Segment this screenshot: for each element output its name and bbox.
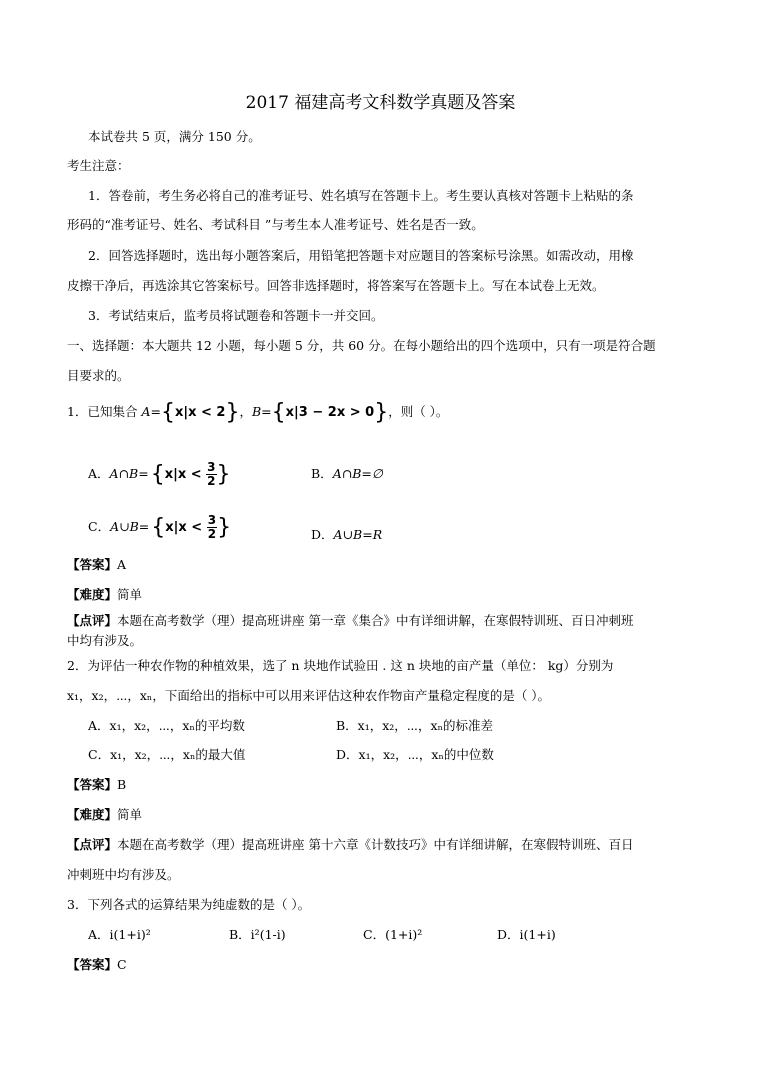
q2-comment-line-1: 【点评】本题在高考数学（理）提高班讲座 第十六章《计数技巧》中有详细讲解，在寒假特训班、百日 bbox=[67, 837, 634, 852]
q2-answer: 【答案】B bbox=[67, 777, 127, 792]
q2-option-a: A．x₁，x₂，⋯，xₙ的平均数 bbox=[88, 718, 245, 733]
page-title: 2017 福建高考文科数学真题及答案 bbox=[245, 93, 516, 113]
intro-text: 本试卷共 5 页，满分 150 分。 bbox=[88, 129, 261, 144]
q2-option-b: B．x₁，x₂，⋯，xₙ的标准差 bbox=[336, 718, 494, 733]
q2-difficulty: 【难度】简单 bbox=[67, 807, 143, 822]
q3-stem: 3．下列各式的运算结果为纯虚数的是（ ）。 bbox=[67, 897, 311, 912]
section-1-heading-line-1: 一、选择题：本大题共 12 小题，每小题 5 分，共 60 分。在每小题给出的四个选项中，只有一项是符合题 bbox=[67, 338, 656, 353]
notice-2-line-1: 2．回答选择题时，选出每小题答案后，用铅笔把答题卡对应题目的答案标号涂黑。如需改动，用橡 bbox=[88, 248, 634, 263]
q1-comment-line-1: 【点评】本题在高考数学（理）提高班讲座 第一章《集合》中有详细讲解，在寒假特训班、百日冲刺班 bbox=[67, 613, 634, 628]
notice-2-line-2: 皮擦干净后，再选涂其它答案标号。回答非选择题时，将答案写在答题卡上。写在本试卷上无效。 bbox=[67, 278, 605, 293]
notice-heading: 考生注意： bbox=[67, 158, 130, 173]
q1-eq: = bbox=[150, 404, 161, 419]
q1-option-a-fraction: $\frac{3}{2}$ bbox=[207, 460, 216, 488]
notice-1-line-1: 1．答卷前，考生务必将自己的准考证号、姓名填写在答题卡上。考生要认真核对答题卡上粘贴的条 bbox=[88, 188, 634, 203]
section-1-heading-line-2: 目要求的。 bbox=[67, 368, 130, 383]
q1-stem: 1．已知集合 A={x|x < 2}，B={x|3 − 2x > 0}，则（ ）。 bbox=[67, 400, 449, 425]
notice-3: 3．考试结束后，监考员将试题卷和答题卡一并交回。 bbox=[88, 308, 384, 323]
q3-option-d: D．i(1+i) bbox=[497, 927, 556, 942]
q1-option-d: D．A∪B=R bbox=[311, 527, 383, 542]
q1-comment-line-2: 中均有涉及。 bbox=[67, 633, 143, 648]
q3-answer: 【答案】C bbox=[67, 957, 127, 972]
q1-set-b-name: B bbox=[251, 404, 262, 419]
q2-option-d: D．x₁，x₂，⋯，xₙ的中位数 bbox=[336, 747, 494, 762]
q1-suffix: ，则（ ）。 bbox=[388, 404, 449, 419]
q1-set-a-name: A bbox=[141, 404, 151, 419]
q1-answer: 【答案】A bbox=[67, 557, 127, 572]
q1-comma: ， bbox=[239, 404, 252, 419]
q3-option-c: C．(1+i)² bbox=[363, 927, 423, 942]
q2-stem-line-2: x₁，x₂，⋯，xₙ，下面给出的指标中可以用来评估这种农作物亩产量稳定程度的是（ ）。 bbox=[67, 688, 551, 703]
q1-option-c-fraction: $\frac{3}{2}$ bbox=[207, 513, 217, 541]
q1-option-c: C．A∪B={x|x < $\frac{3}{2}$ } bbox=[88, 513, 232, 541]
q1-set-a: {x|x < 2} bbox=[160, 400, 240, 425]
q3-option-b: B．i²(1-i) bbox=[229, 927, 286, 942]
q2-stem-line-1: 2．为评估一种农作物的种植效果，选了 n 块地作试验田 . 这 n 块地的亩产量（单位： kg）分别为 bbox=[67, 658, 614, 673]
q1-set-b: {x|3 − 2x > 0} bbox=[271, 400, 389, 425]
q1-prefix: 1．已知集合 bbox=[67, 404, 142, 419]
q2-option-c: C．x₁，x₂，⋯，xₙ的最大值 bbox=[88, 747, 246, 762]
q1-option-b: B．A∩B=∅ bbox=[311, 466, 383, 481]
q3-option-a: A．i(1+i)² bbox=[88, 927, 151, 942]
q2-comment-line-2: 冲刺班中均有涉及。 bbox=[67, 867, 180, 882]
q1-option-a: A．A∩B={x|x < $\frac{3}{2}$ } bbox=[88, 460, 231, 488]
q1-difficulty: 【难度】简单 bbox=[67, 587, 143, 602]
notice-1-line-2: 形码的“准考证号、姓名、考试科目 ”与考生本人准考证号、姓名是否一致。 bbox=[67, 217, 484, 232]
